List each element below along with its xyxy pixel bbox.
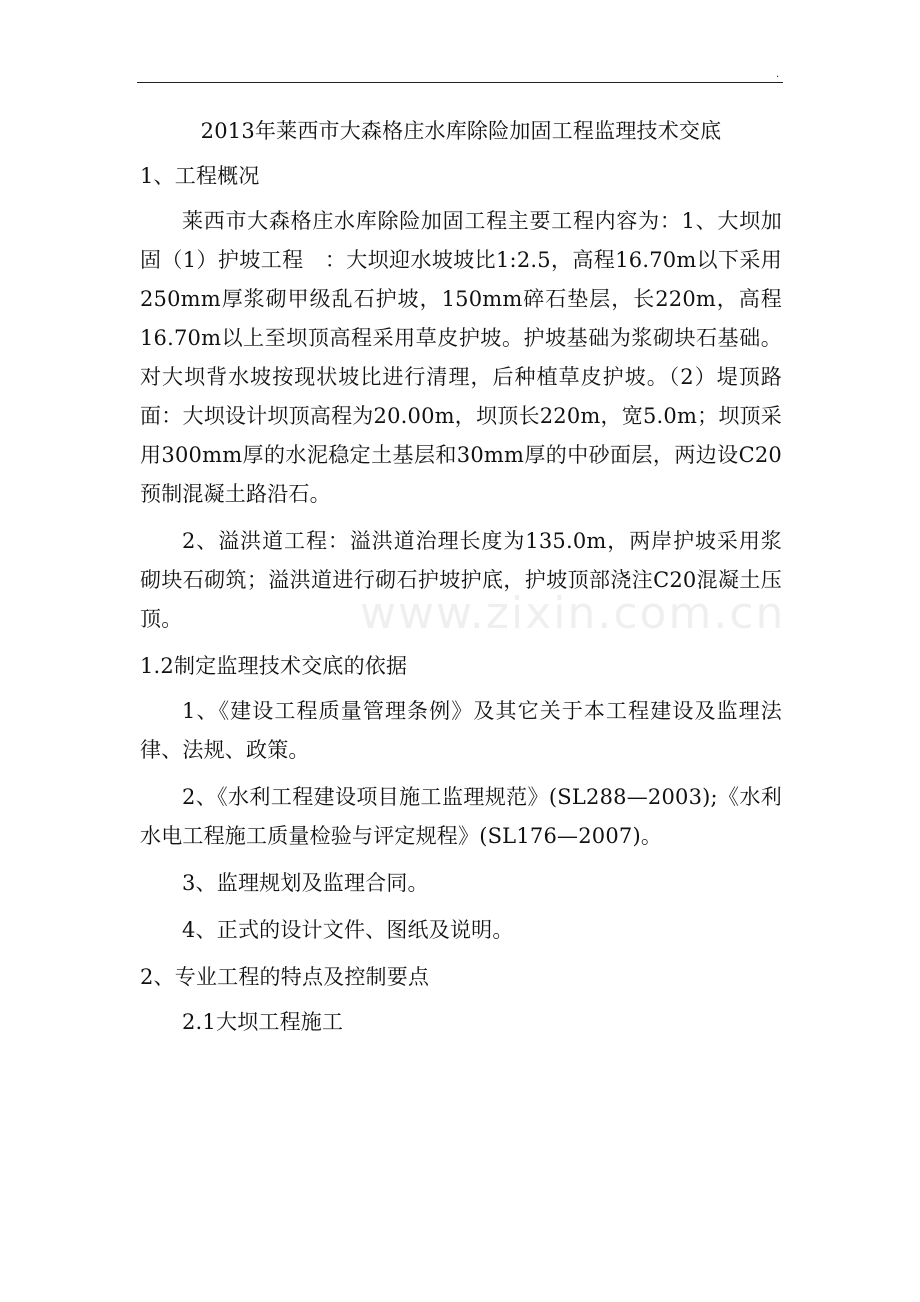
section-1-2-heading: 1.2制定监理技术交底的依据 xyxy=(140,654,408,678)
basis-item-1: 1、《建设工程质量管理条例》及其它关于本工程建设及监理法律、法规、政策。 xyxy=(140,699,782,762)
section-1-paragraph-2: 2、溢洪道工程：溢洪道治理长度为135.0m，两岸护坡采用浆砌块石砌筑；溢洪道进行砌石护坡护底，护坡顶部浇注C20混凝土压顶。 xyxy=(140,529,782,631)
section-1-heading: 1、工程概况 xyxy=(140,164,260,188)
basis-item-4: 4、正式的设计文件、图纸及说明。 xyxy=(182,918,514,942)
header-dot: . xyxy=(776,69,780,80)
header-rule xyxy=(137,82,783,83)
basis-item-2: 2、《水利工程建设项目施工监理规范》(SL288—2003);《水利水电工程施工质量检验与评定规程》(SL176—2007)。 xyxy=(140,785,782,848)
document-title: 2013年莱西市大森格庄水库除险加固工程监理技术交底 xyxy=(200,119,722,143)
section-1-paragraph-1: 莱西市大森格庄水库除险加固工程主要工程内容为：1、大坝加固（1）护坡工程 ：大坝迎水坡坡比1:2.5，高程16.70m以下采用250mm厚浆砌甲级乱石护坡，150mm碎石垫层，长220m，高程16.70m以上至坝顶高程采用草皮护坡。护坡基础为浆砌块石基础。对大坝背水坡按现状坡比进行清理，后种植草皮护坡。（2）堤顶路面：大坝设计坝顶高程为20.00m，坝顶长220m，宽5.0m；坝顶采用300mm厚的水泥稳定土基层和30mm厚的中砂面层，两边设C20预制混凝土路沿石。 xyxy=(140,209,782,506)
watermark: www.zixin.com.cn xyxy=(360,588,786,639)
document-body xyxy=(140,112,782,1050)
section-2-heading: 2、专业工程的特点及控制要点 xyxy=(140,965,430,989)
section-2-1-heading: 2.1大坝工程施工 xyxy=(182,1010,344,1034)
basis-item-3: 3、监理规划及监理合同。 xyxy=(182,871,429,895)
